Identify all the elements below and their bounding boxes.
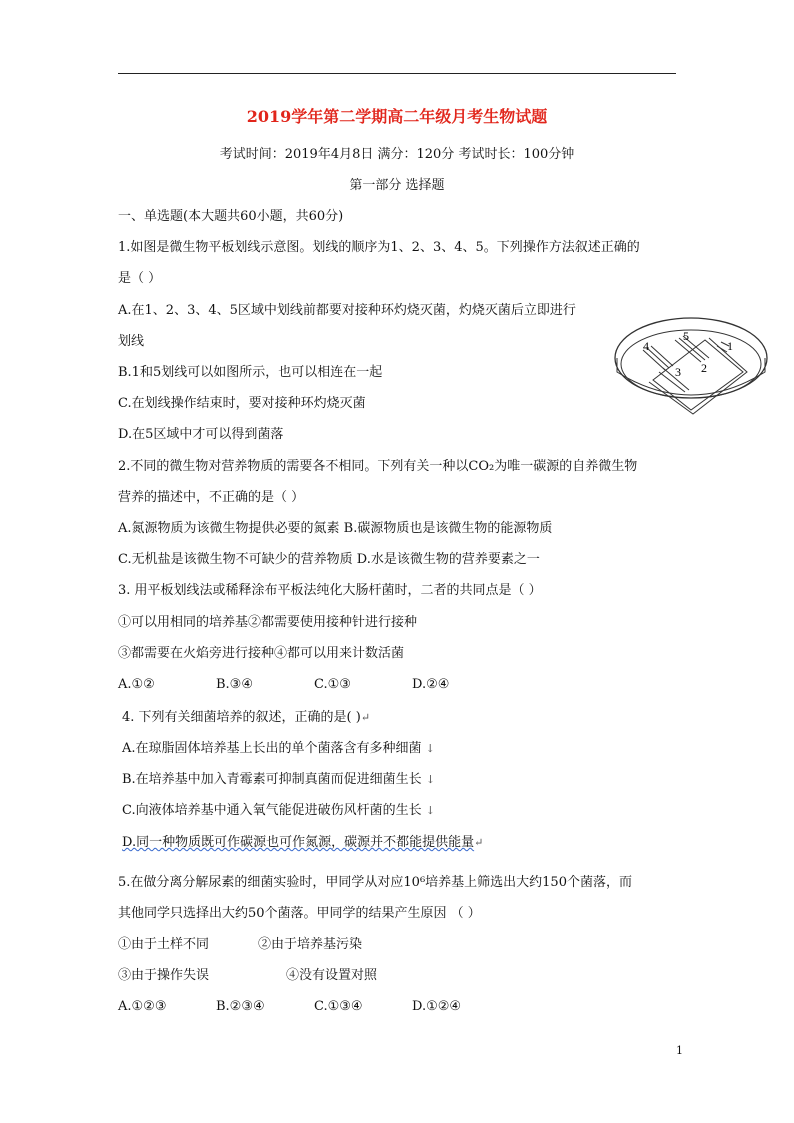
q3-statement-line2: ③都需要在火焰旁进行接种④都可以用来计数活菌 <box>118 646 405 661</box>
q1-option-a-line2: 划线 <box>118 334 145 349</box>
q1-option-a-line1: A.在1、2、3、4、5区域中划线前都要对接种环灼烧灭菌，灼烧灭菌后立即进行 <box>118 303 576 318</box>
q3-option-d: D.②④ <box>412 677 450 692</box>
q4-option-a-text: A.在琼脂固体培养基上长出的单个菌落含有多种细菌 <box>122 741 422 756</box>
q4-stem-text: 4. 下列有关细菌培养的叙述，正确的是( ) <box>122 710 361 725</box>
figure-label-4: 4 <box>643 339 649 353</box>
q4-option-b-text: B.在培养基中加入青霉素可抑制真菌而促进细菌生长 <box>122 772 422 787</box>
q4-option-d <box>122 835 483 851</box>
q4-option-d-mark: ↵ <box>474 836 484 849</box>
q2-stem-line2: 营养的描述中，不正确的是（ ） <box>118 490 305 505</box>
q5-stem-line2: 其他同学只选择出大约50个菌落。甲同学的结果产生原因 （ ） <box>118 906 481 921</box>
q5-option-a: A.①②③ <box>118 999 167 1014</box>
q5-statement-4: ④没有设置对照 <box>286 968 378 983</box>
q3-option-b: B.③④ <box>216 677 253 692</box>
exam-info: 考试时间：2019年4月8日 满分：120分 考试时长：100分钟 <box>219 147 575 162</box>
part-heading: 第一部分 选择题 <box>349 178 445 193</box>
figure-label-3: 3 <box>675 365 681 379</box>
q2-stem-line1: 2.不同的微生物对营养物质的需要各不相同。下列有关一种以CO₂为唯一碳源的自养微生物 <box>118 459 638 474</box>
q5-option-c: C.①③④ <box>314 999 363 1014</box>
q4-option-b-mark: ↓ <box>425 773 436 786</box>
q5-statement-2: ②由于培养基污染 <box>258 937 363 952</box>
q5-statement-3: ③由于操作失误 <box>118 968 210 983</box>
q5-option-d: D.①②④ <box>412 999 462 1014</box>
q4-option-c <box>122 803 435 819</box>
figure-label-1: 1 <box>727 339 733 353</box>
q1-option-c: C.在划线操作结束时，要对接种环灼烧灭菌 <box>118 396 366 411</box>
q4-option-a-mark: ↓ <box>425 742 435 755</box>
section-heading: 一、单选题(本大题共60小题，共60分) <box>118 209 344 224</box>
figure-label-2: 2 <box>701 361 707 375</box>
q4-option-c-mark: ↓ <box>425 804 435 817</box>
q3-stem: 3. 用平板划线法或稀释涂布平板法纯化大肠杆菌时，二者的共同点是（ ） <box>118 583 542 598</box>
dish-wall <box>617 358 765 395</box>
q3-option-c: C.①③ <box>314 677 351 692</box>
page-title: 2019学年第二学期高二年级月考生物试题 <box>246 107 548 126</box>
dish-rim-inner <box>621 330 761 398</box>
figure-label-5: 5 <box>683 329 689 343</box>
q3-option-a: A.①② <box>118 677 155 692</box>
q1-stem-line1: 1.如图是微生物平板划线示意图。划线的顺序为1、2、3、4、5。下列操作方法叙述正确的 <box>118 240 640 255</box>
q4-stem <box>122 710 370 726</box>
q5-statement-1: ①由于土样不同 <box>118 937 210 952</box>
q4-option-a <box>122 741 435 757</box>
q5-stem-line1: 5.在做分离分解尿素的细菌实验时，甲同学从对应10⁶培养基上筛选出大约150个菌落，而 <box>118 875 632 890</box>
q4-option-b <box>122 772 435 788</box>
q4-option-c-text: C.向液体培养基中通入氧气能促进破伤风杆菌的生长 <box>122 803 422 818</box>
q4-option-d-text: D.同一种物质既可作碳源也可作氮源，碳源并不都能提供能量 <box>122 835 475 850</box>
petri-dish-streak-figure <box>613 310 773 418</box>
q5-option-b: B.②③④ <box>216 999 265 1014</box>
page-number: 1 <box>676 1044 683 1057</box>
q1-option-d: D.在5区域中才可以得到菌落 <box>118 427 284 442</box>
q1-option-b: B.1和5划线可以如图所示，也可以相连在一起 <box>118 365 383 380</box>
q4-stem-mark: ↵ <box>360 711 371 724</box>
q3-statement-line1: ①可以用相同的培养基②都需要使用接种针进行接种 <box>118 615 418 630</box>
q1-stem-line2: 是（ ） <box>118 271 162 286</box>
q2-options-cd: C.无机盐是该微生物不可缺少的营养物质 D.水是该微生物的营养要素之一 <box>118 552 540 567</box>
q2-options-ab: A.氮源物质为该微生物提供必要的氮素 B.碳源物质也是该微生物的能源物质 <box>118 521 553 536</box>
header-rule <box>118 73 676 74</box>
